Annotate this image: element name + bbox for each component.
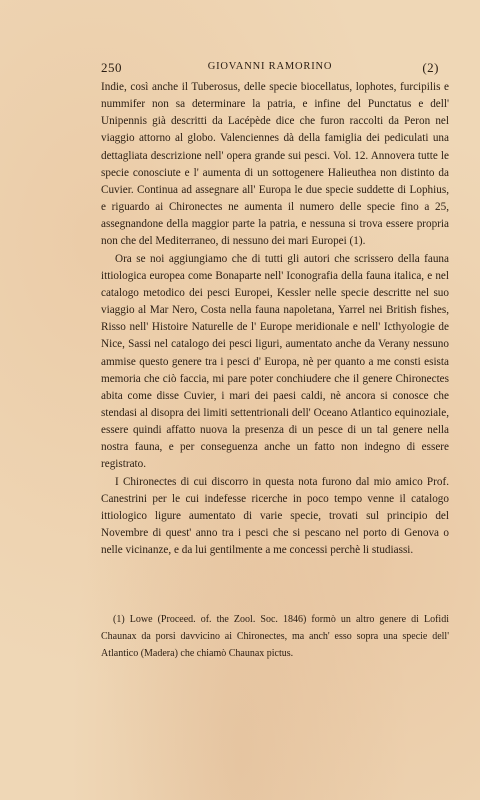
page-header [101, 60, 439, 76]
footnote-text: (1) Lowe (Proceed. of. the Zool. Soc. 1846) formò un altro genere di Lofidi Chaunax da porsi davvicino ai Chironectes, ma anch' esso sopra una specie dell' Atlantico (Madera) che chiamò Chaunax pictus. [101, 614, 449, 659]
running-title: GIOVANNI RAMORINO [207, 61, 333, 72]
footnote [101, 611, 449, 662]
paragraph: Ora se noi aggiungiamo che di tutti gli autori che scrissero della fauna ittiologica europea come Bonaparte nell' Iconografia della fauna italica, e nel catalogo metodico dei pesci Europei, Kessler nelle specie descritte nel suo viaggio al Mar Nero, Costa nella fauna napoletana, Yarrel nei British fishes, Risso nell' Histoire Naturelle de l' Europe meridionale e nell' Icthyologie de Nice, Sassi nel catalogo dei pesci liguri, aumentato anche da Verany nessuno ammise questo genere tra i pesci d' Europa, nè per quanto a me consti esista memoria che ciò faccia, mi pare poter conchiudere che il genere Chironectes abita come disse Cuvier, i mari dei paesi caldi, nè ancora si conosce che stendasi al disopra dei limiti settentrionali dell' Oceano Atlantico equinoziale, essere quindi affatto nuova la presenza di un pesce di un tal genere nella nostra fauna, e per conseguenza anche un fatto non indegno di essere registrato. [101, 252, 449, 471]
body-text [101, 79, 449, 559]
page-number: 250 [101, 60, 122, 75]
paragraph: Indie, così anche il Tuberosus, delle specie biocellatus, lophotes, furcipilis e nummifer non sa determinare la patria, e infine del Punctatus e dell' Unipennis già descritti da Lacépède dice che furon raccolti da Peron nel viaggio attorno al globo. Valenciennes dà della famiglia dei pediculati una dettagliata descrizione nell' opera grande sui pesci. Vol. 12. Annovera tutte le specie conosciute e l' aumenta di un sottogenere Halieuthea non distinto da Cuvier. Continua ad assegnare all' Europa le due specie suddette di Lophius, e riguardo ai Chironectes ne aumenta il numero delle specie fino a 25, assegnandone della maggior parte la patria, e nessuna si trova essere propria non che del Mediterraneo, di nessuno dei mari Europei (1). [101, 81, 449, 248]
paragraph: I Chironectes di cui discorro in questa nota furono dal mio amico Prof. Canestrini per le cui indefesse ricerche in poco tempo venne il catalogo ittiologico ligure aumentato di varie specie, trovati sul principio del Novembre di quest' anno tra i pesci che si pescano nel porto di Genova o nelle vicinanze, e da lui gentilmente a me concessi perchè li studiassi. [101, 475, 449, 557]
section-marker: (2) [422, 60, 439, 75]
